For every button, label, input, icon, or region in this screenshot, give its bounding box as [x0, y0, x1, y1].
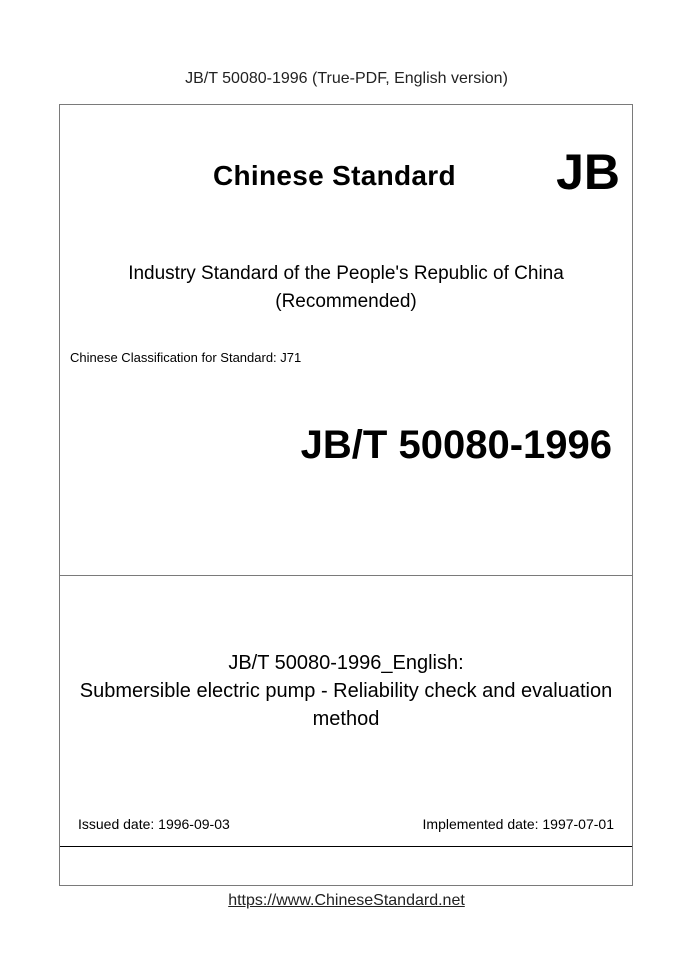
website-link[interactable]: https://www.ChineseStandard.net	[228, 892, 465, 909]
document-title-line-1: JB/T 50080-1996_English:	[228, 652, 464, 674]
cover-frame	[59, 104, 633, 886]
classification: Chinese Classification for Standard: J71	[70, 350, 302, 365]
cover-lower-section	[60, 576, 632, 846]
industry-line-1: Industry Standard of the People's Republic of China	[128, 263, 564, 284]
industry-line-2: (Recommended)	[275, 291, 417, 312]
implemented-date: Implemented date: 1997-07-01	[422, 816, 614, 832]
issued-date: Issued date: 1996-09-03	[78, 816, 230, 832]
document-title	[60, 649, 632, 733]
cover-title: Chinese Standard	[213, 160, 456, 191]
footer-box	[60, 846, 632, 887]
industry-statement	[60, 260, 632, 316]
page-header: JB/T 50080-1996 (True-PDF, English version)	[185, 70, 508, 87]
standard-number: JB/T 50080-1996	[300, 423, 612, 467]
document-title-line-3: method	[312, 708, 380, 730]
document-title-line-2: Submersible electric pump - Reliability check and evaluation	[79, 680, 613, 702]
cover-upper-section	[60, 105, 632, 576]
standard-mark: JB	[556, 144, 620, 200]
